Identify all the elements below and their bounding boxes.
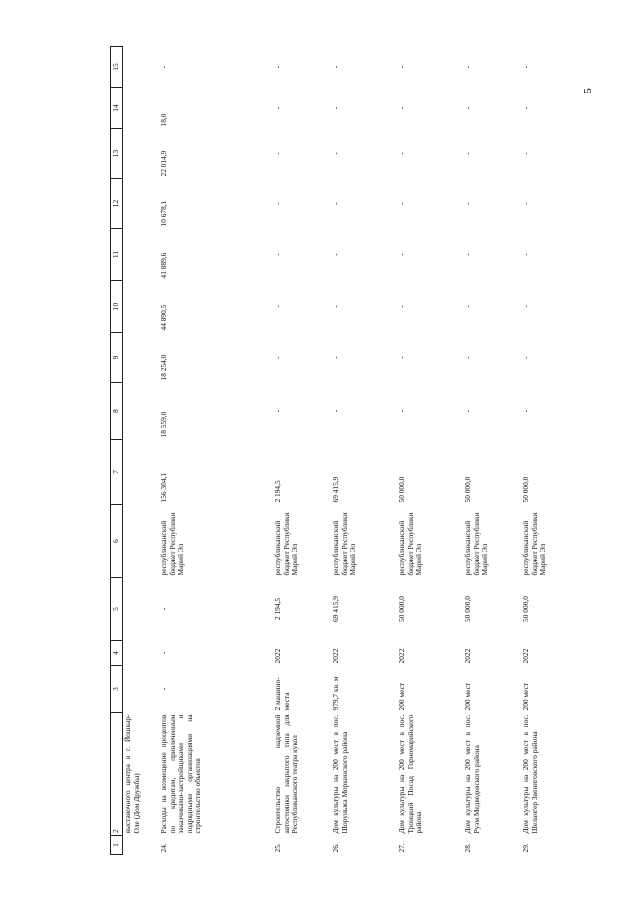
amount-col-9: - <box>463 356 472 359</box>
funding-source: республиканский бюджет Республики Марий Эл <box>463 512 490 576</box>
amount-col-13: 22 014,9 <box>159 150 168 177</box>
row-number: 25. <box>273 843 282 853</box>
header-cell-1: 1 <box>111 836 123 855</box>
header-cell-5: 5 <box>111 578 123 641</box>
amount-col-12: - <box>463 202 472 205</box>
year: 2022 <box>273 648 282 664</box>
capacity: 200 мест <box>397 682 406 711</box>
estimated-cost: 50 000,0 <box>521 596 530 622</box>
header-cell-10: 10 <box>111 281 123 333</box>
amount-col-10: - <box>397 305 406 308</box>
table-row <box>521 47 579 855</box>
amount-col-8: - <box>273 409 282 413</box>
header-cell-14: 14 <box>111 88 123 129</box>
amount-col-12: - <box>273 202 282 205</box>
capacity: - <box>159 687 168 691</box>
amount-col-14 <box>123 88 160 129</box>
amount-col-11 <box>123 229 160 281</box>
total-amount: 69 415,9 <box>331 476 340 503</box>
amount-col-15: - <box>463 65 472 69</box>
header-cell-7: 7 <box>111 440 123 505</box>
amount-col-8: - <box>463 409 472 413</box>
amount-col-11: - <box>331 253 340 256</box>
amount-col-14: - <box>331 106 340 110</box>
header-cell-9: 9 <box>111 333 123 383</box>
row-number: 27. <box>397 843 406 853</box>
table-row <box>123 47 160 855</box>
amount-col-8: - <box>397 409 406 413</box>
amount-col-15: - <box>521 65 530 69</box>
amount-col-8: - <box>331 409 340 413</box>
amount-col-10: - <box>463 305 472 308</box>
estimated-cost <box>123 578 160 641</box>
amount-col-15 <box>123 47 160 88</box>
object-name: Дом культуры на 200 мест в пос. Руэм Медведевского района <box>463 714 481 834</box>
amount-col-11: - <box>463 253 472 256</box>
funding-source <box>123 505 160 578</box>
amount-col-9: 18 254,0 <box>159 354 168 381</box>
amount-col-13: - <box>397 152 406 155</box>
amount-col-13: - <box>521 152 530 155</box>
amount-col-15: - <box>273 65 282 69</box>
amount-col-14: - <box>521 106 530 110</box>
total-amount: 156 304,1 <box>159 472 168 503</box>
object-name: Дом культуры на 200 мест в пос. Шоруньжа Моркинского района <box>331 714 349 834</box>
amount-col-10 <box>123 281 160 333</box>
amount-col-13: - <box>273 152 282 155</box>
amount-col-11: - <box>521 253 530 256</box>
table-row <box>159 47 273 855</box>
year <box>123 641 160 666</box>
object-name: Строительство надземной автостоянки закрытого типа для Республиканского театра кукол <box>273 714 300 834</box>
total-amount: 50 000,0 <box>521 476 530 503</box>
row-number: 29. <box>521 843 530 853</box>
row-number: 28. <box>463 843 472 853</box>
estimated-cost: - <box>159 607 168 611</box>
row-number <box>123 836 160 855</box>
amount-col-12: - <box>521 202 530 205</box>
amount-col-13: - <box>463 152 472 155</box>
rotated-table-container <box>110 35 630 855</box>
header-row <box>111 47 123 855</box>
page-number: 5 <box>581 88 594 94</box>
table-row <box>273 47 331 855</box>
funding-source: республиканский бюджет Республики Марий Эл <box>331 512 358 576</box>
header-cell-2: 2 <box>111 713 123 836</box>
capacity: 200 мест <box>463 682 472 711</box>
amount-col-8: - <box>521 409 530 413</box>
year: 2022 <box>331 648 340 664</box>
amount-col-14: 18,0 <box>159 113 168 127</box>
estimated-cost: 50 000,0 <box>397 596 406 622</box>
amount-col-8 <box>123 383 160 440</box>
amount-col-14: - <box>463 106 472 110</box>
object-name: Дом культуры на 200 мест в пос. Троицкий Посад Горномарийского района <box>397 714 424 834</box>
estimated-cost: 69 415,9 <box>331 596 340 622</box>
total-amount: 2 194,5 <box>273 480 282 503</box>
capacity: 200 мест <box>521 682 530 711</box>
amount-col-14: - <box>273 106 282 110</box>
header-cell-12: 12 <box>111 179 123 229</box>
object-name: Расходы на возмещение процентов по кредитам, привлеченным заказчиками-застройщиками и подрядными организациями на строительство объектов <box>159 714 203 834</box>
amount-col-9: - <box>331 356 340 359</box>
year: 2022 <box>463 648 472 664</box>
total-amount: 50 000,0 <box>463 476 472 503</box>
estimated-cost: 2 194,5 <box>273 597 282 621</box>
amount-col-12: 10 678,1 <box>159 200 168 227</box>
amount-col-9: - <box>273 356 282 359</box>
object-name: Дом культуры на 200 мест в пос. Шелангер Звениговского района <box>521 714 539 834</box>
amount-col-15: - <box>159 65 168 69</box>
amount-col-12: - <box>331 202 340 205</box>
row-number: 26. <box>331 843 340 853</box>
amount-col-12 <box>123 179 160 229</box>
object-name: выставочного центра в г. Йошкар-Оле (Дом Дружбы) <box>123 714 141 834</box>
amount-col-11: - <box>397 253 406 256</box>
estimated-cost: 50 000,0 <box>463 596 472 622</box>
amount-col-10: - <box>273 305 282 308</box>
amount-col-9: - <box>521 356 530 359</box>
header-cell-3: 3 <box>111 666 123 713</box>
amount-col-13 <box>123 129 160 179</box>
capacity: 2 машино-места <box>273 677 291 711</box>
funding-source: республиканский бюджет Республики Марий Эл <box>159 512 186 576</box>
amount-col-9: - <box>397 356 406 359</box>
table-row <box>397 47 463 855</box>
header-cell-6: 6 <box>111 505 123 578</box>
year: 2022 <box>521 648 530 664</box>
amount-col-15: - <box>331 65 340 69</box>
table-row <box>331 47 397 855</box>
funding-source: республиканский бюджет Республики Марий Эл <box>397 512 424 576</box>
amount-col-12: - <box>397 202 406 205</box>
header-cell-15: 15 <box>111 47 123 88</box>
year: - <box>159 651 168 655</box>
amount-col-13: - <box>331 152 340 155</box>
capacity: 979,7 кв. м <box>331 676 340 711</box>
total-amount <box>123 440 160 505</box>
funding-source: республиканский бюджет Республики Марий Эл <box>273 512 300 576</box>
amount-col-11: 41 889,6 <box>159 252 168 279</box>
amount-col-11: - <box>273 253 282 256</box>
header-cell-4: 4 <box>111 641 123 666</box>
amount-col-8: 18 559,0 <box>159 411 168 438</box>
total-amount: 50 000,0 <box>397 476 406 503</box>
amount-col-10: - <box>521 305 530 308</box>
amount-col-10: 44 890,5 <box>159 304 168 331</box>
header-cell-11: 11 <box>111 229 123 281</box>
program-table <box>110 46 579 855</box>
capacity <box>123 666 160 713</box>
row-number: 24. <box>159 843 168 853</box>
amount-col-15: - <box>397 65 406 69</box>
amount-col-14: - <box>397 106 406 110</box>
amount-col-10: - <box>331 305 340 308</box>
amount-col-9 <box>123 333 160 383</box>
table-row <box>463 47 521 855</box>
funding-source: республиканский бюджет Республики Марий Эл <box>521 512 548 576</box>
header-cell-8: 8 <box>111 383 123 440</box>
header-cell-13: 13 <box>111 129 123 179</box>
year: 2022 <box>397 648 406 664</box>
